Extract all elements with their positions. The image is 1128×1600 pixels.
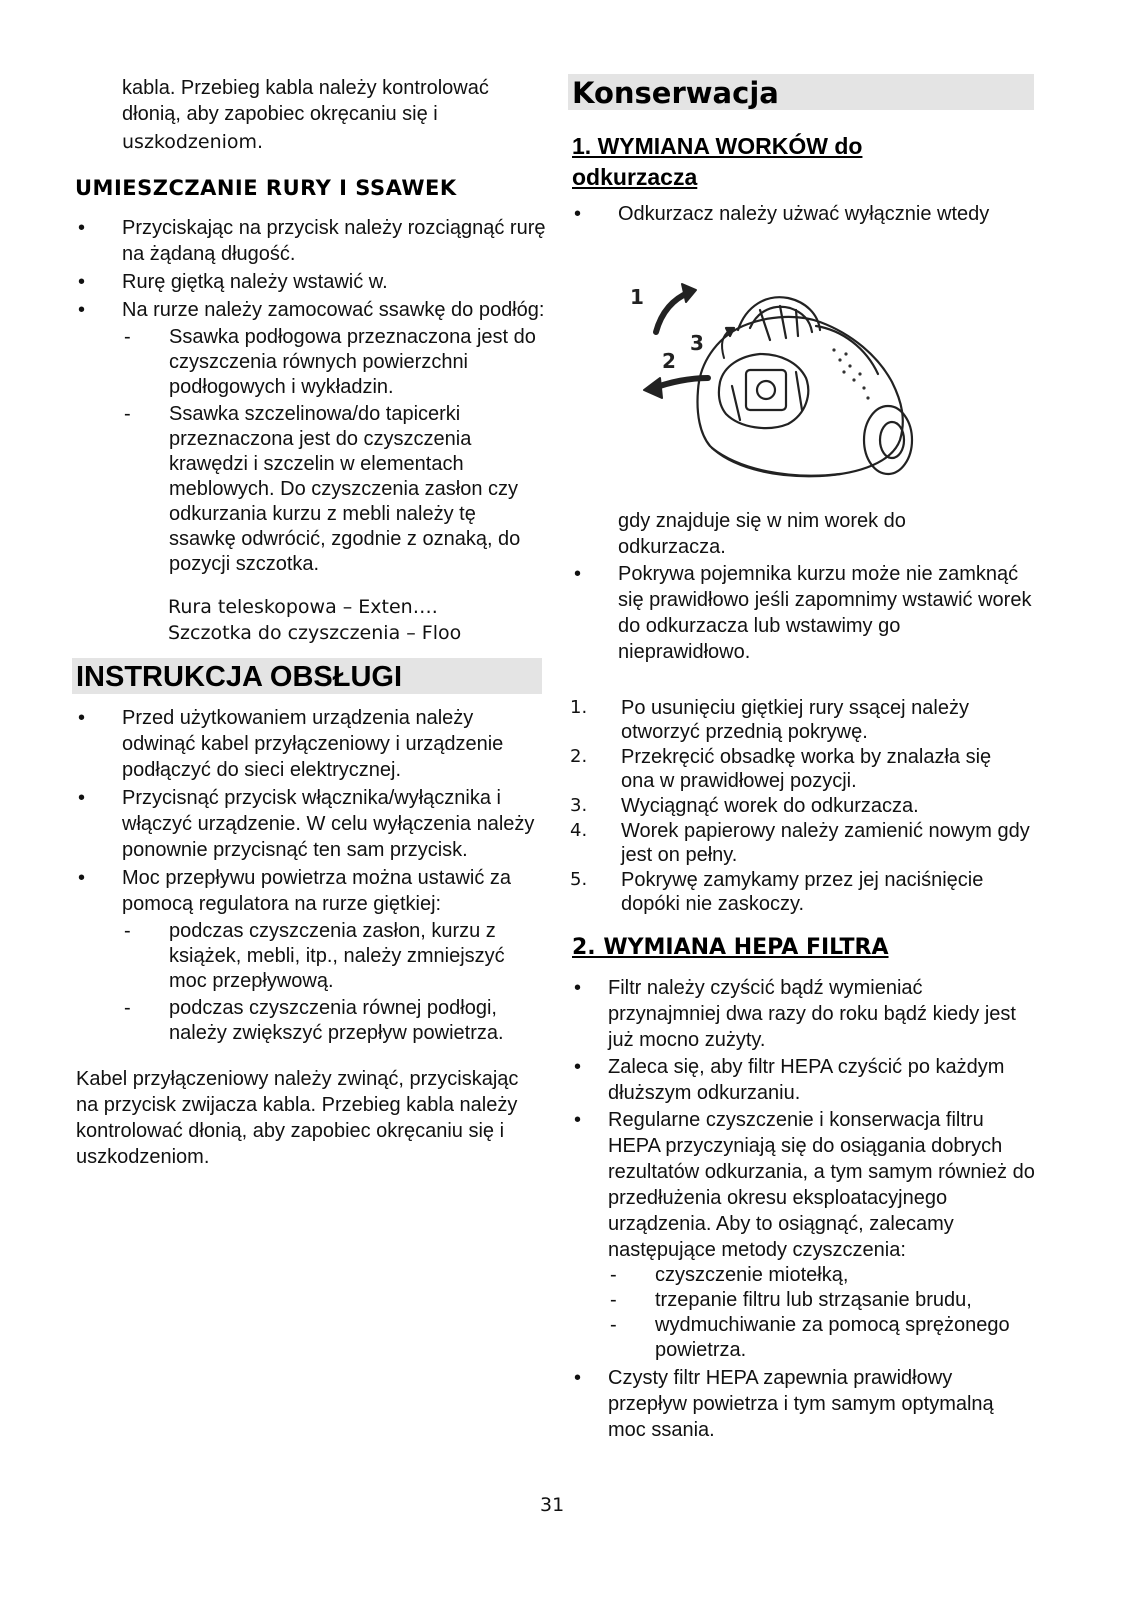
step-item: 4. Worek papierowy należy zamienić nowym gdy jest on pełny. (570, 820, 1030, 866)
hepa-list (572, 975, 1036, 1443)
figure-label: 1 (630, 285, 644, 309)
figure-label: 2 (662, 349, 676, 373)
list-item: • Filtr należy czyścić bądź wymieniać przynajmniej dwa razy do roku bądź kiedy jest już mocno zużyty. (574, 977, 1016, 1051)
worki-heading: 1. WYMIANA WORKÓW do odkurzacza (572, 133, 863, 190)
step-item: 5. Pokrywę zamykamy przez jej naciśnięcie dopóki nie zaskoczy. (570, 869, 984, 915)
intro-line: dłonią, aby zapobiec okręcaniu się i (122, 103, 438, 125)
instrukcja-sublist (76, 919, 546, 1046)
step-item: 1. Po usunięciu giętkiej rury ssącej należy otworzyć przednią pokrywę. (570, 697, 969, 743)
closing-paragraph: Kabel przyłączeniowy należy zwinąć, przyciskając na przycisk zwijacza kabla. Przebieg kabla należy kontrolować dłonią, aby zapobiec okręcaniu się i uszkodzeniom. (76, 1068, 519, 1168)
list-item: • Przed użytkowaniem urządzenia należy odwinąć kabel przyłączeniowy i urządzenie podłączyć do sieci elektrycznej. (78, 707, 504, 781)
list-item: • Przyciskając na przycisk należy rozciągnąć rurę na żądaną długość. (78, 217, 546, 265)
hepa-sublist (572, 1263, 1036, 1363)
instrukcja-heading: INSTRUKCJA OBSŁUGI (72, 658, 542, 694)
list-item: • Regularne czyszczenie i konserwacja filtru HEPA przyczyniają się do osiągania dobrych rezultatów odkurzania, a tym samym również do przedłużenia okresu eksploatacyjnego urządzenia. Aby to osiągnąć, zalecamy następujące metody czyszczenia: - czyszczenie miotełką, - trzepanie filtru lub strząsanie brudu, - wydmuchiwanie za pomocą sprężonego powietrza. (574, 1109, 1035, 1361)
worki-bullet-continuation: gdy znajduje się w nim worek do odkurzacza. (618, 510, 906, 558)
konserwacja-heading: Konserwacja (568, 74, 1034, 110)
step-item: 3. Wyciągnąć worek do odkurzacza. (570, 795, 919, 817)
list-item: - czyszczenie miotełką, (610, 1264, 849, 1286)
note-line: Rura teleskopowa – Exten…. (168, 596, 438, 618)
list-item: • Czysty filtr HEPA zapewnia prawidłowy przepływ powietrza i tym samym optymalną moc ssania. (574, 1367, 994, 1441)
list-item: • Na rurze należy zamocować ssawkę do podłóg: - Ssawka podłogowa przeznaczona jest do czyszczenia równych powierzchni podłogowych i wykładzin. - Ssawka szczelinowa/do tapicerki przeznaczona jest do czyszczenia krawędzi i szczelin w elementach meblowych. Do czyszczenia zasłon czy odkurzania kurzu z mebli należy tę ssawkę odwrócić, zgodnie z oznaką, do pozycji szczotka. (78, 299, 545, 575)
list-item: • Przycisnąć przycisk włącznika/wyłącznika i włączyć urządzenie. W celu wyłączenia należy ponownie przycisnąć ten sam przycisk. (78, 787, 535, 861)
vacuum-bag-illustration (620, 270, 920, 495)
list-item: • Rurę giętką należy wstawić w. (78, 271, 388, 293)
list-item: • Zaleca się, aby filtr HEPA czyścić po każdym dłuższym odkurzaniu. (574, 1056, 1005, 1104)
intro-line: kabla. Przebieg kabla należy kontrolować (122, 77, 489, 99)
list-item: - Ssawka podłogowa przeznaczona jest do czyszczenia równych powierzchni podłogowych i wykładzin. (124, 326, 536, 398)
hepa-heading: 2. WYMIANA HEPA FILTRA (572, 935, 889, 960)
worki-steps (570, 696, 1030, 916)
worki-list-end (572, 561, 1032, 665)
step-item: 2. Przekręcić obsadkę worka by znalazła się ona w prawidłowej pozycji. (570, 746, 992, 792)
list-item: • Moc przepływu powietrza można ustawić za pomocą regulatora na rurze giętkiej: - podczas czyszczenia zasłon, kurzu z książek, mebli, itp., należy zmniejszyć moc przepływową. - podczas czyszczenia równej podłogi, należy zwiększyć przepływ powietrza. (76, 865, 546, 1046)
list-item: - wydmuchiwanie za pomocą sprężonego powietrza. (610, 1314, 1010, 1361)
rury-notes (168, 594, 461, 646)
list-item: • Pokrywa pojemnika kurzu może nie zamknąć się prawidłowo jeśli zapomnimy wstawić worek do odkurzacza lub wstawimy go nieprawidłowo. (574, 563, 1032, 663)
list-item: - trzepanie filtru lub strząsanie brudu, (610, 1289, 972, 1311)
list-item: - Ssawka szczelinowa/do tapicerki przeznaczona jest do czyszczenia krawędzi i szczelin w elementach meblowych. Do czyszczenia zasłon czy odkurzania kurzu z mebli należy tę ssawkę odwrócić, zgodnie z oznaką, do pozycji szczotka. (124, 403, 521, 575)
rury-heading: UMIESZCZANIE RURY I SSAWEK (75, 176, 457, 200)
page-number: 31 (540, 1494, 565, 1516)
figure-label: 3 (690, 331, 704, 355)
list-item: - podczas czyszczenia zasłon, kurzu z książek, mebli, itp., należy zmniejszyć moc przepływową. (124, 920, 505, 992)
list-item: • Odkurzacz należy użwać wyłącznie wtedy (574, 203, 990, 225)
instrukcja-list (76, 705, 546, 1046)
list-item: - podczas czyszczenia równej podłogi, należy zwiększyć przepływ powietrza. (124, 997, 504, 1044)
intro-continuation (122, 75, 542, 155)
note-line: Szczotka do czyszczenia – Floo (168, 622, 462, 644)
rury-sublist (76, 325, 546, 577)
rury-list (76, 215, 546, 577)
worki-list-start (572, 201, 1032, 227)
intro-line: uszkodzeniom. (122, 131, 264, 153)
